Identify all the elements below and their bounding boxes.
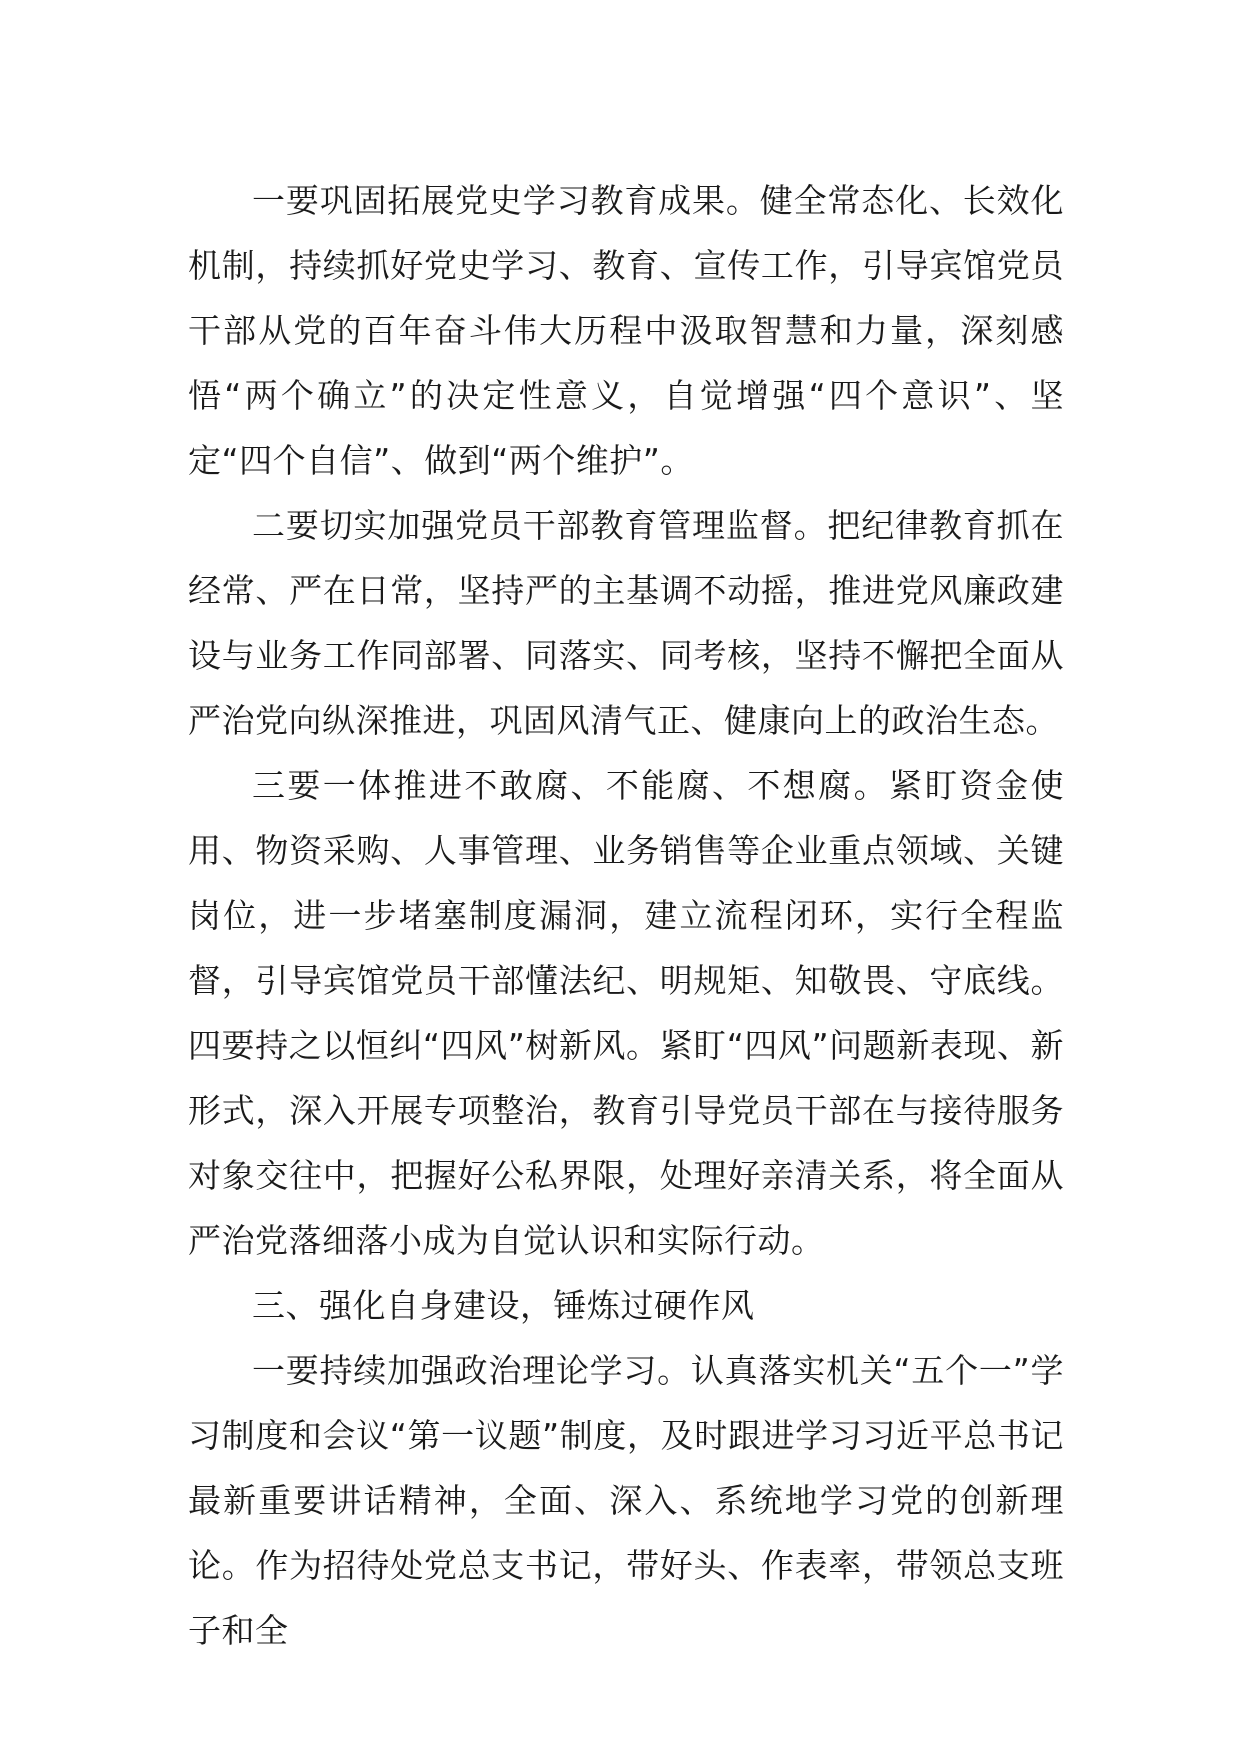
paragraph-cadre-supervision: 二要切实加强党员干部教育管理监督。把纪律教育抓在经常、严在日常，坚持严的主基调不动摇，推进党风廉政建设与业务工作同部署、同落实、同考核，坚持不懈把全面从严治党向纵深推进，巩固风清气正、健康向上的政治生态。 — [188, 506, 1064, 740]
document-body — [188, 168, 1064, 1663]
paragraph-anti-corruption: 三要一体推进不敢腐、不能腐、不想腐。紧盯资金使用、物资采购、人事管理、业务销售等企业重点领域、关键岗位，进一步堵塞制度漏洞，建立流程闭环，实行全程监督，引导宾馆党员干部懂法纪、明规矩、知敬畏、守底线。四要持之以恒纠“四风”树新风。紧盯“四风”问题新表现、新形式，深入开展专项整治，教育引导党员干部在与接待服务对象交往中，把握好公私界限，处理好亲清关系，将全面从严治党落细落小成为自觉认识和实际行动。 — [188, 766, 1064, 1260]
paragraph-political-theory-study: 一要持续加强政治理论学习。认真落实机关“五个一”学习制度和会议“第一议题”制度，及时跟进学习习近平总书记最新重要讲话精神，全面、深入、系统地学习党的创新理论。作为招待处党总支书记，带好头、作表率，带领总支班子和全 — [188, 1351, 1064, 1650]
section-heading-self-construction: 三、强化自身建设，锤炼过硬作风 — [252, 1286, 755, 1325]
paragraph-consolidate-party-history: 一要巩固拓展党史学习教育成果。健全常态化、长效化机制，持续抓好党史学习、教育、宣传工作，引导宾馆党员干部从党的百年奋斗伟大历程中汲取智慧和力量，深刻感悟“两个确立”的决定性意义，自觉增强“四个意识”、坚定“四个自信”、做到“两个维护”。 — [188, 181, 1064, 480]
